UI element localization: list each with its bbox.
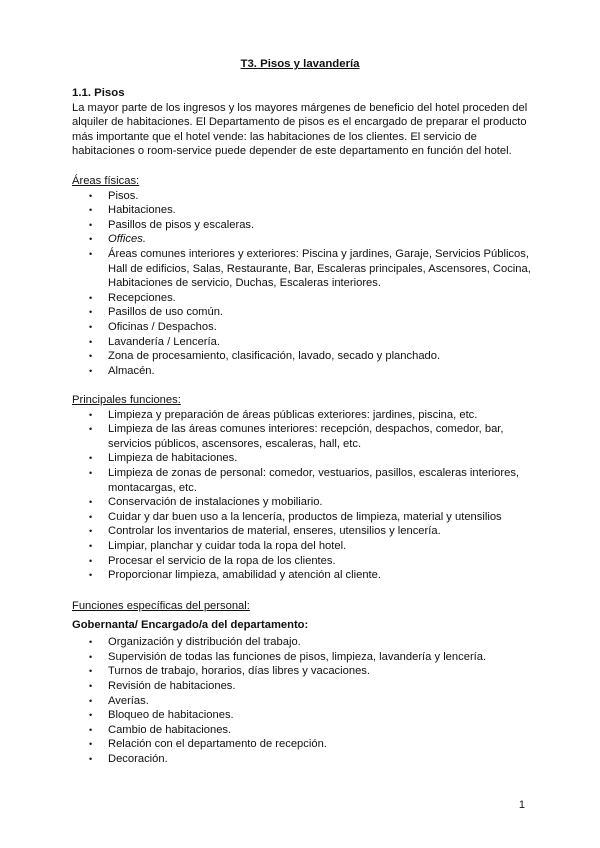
section-pisos	[72, 86, 532, 159]
list-item: • Lavandería / Lencería.	[72, 335, 532, 350]
list-item: • Decoración.	[72, 752, 532, 767]
list-item: • Turnos de trabajo, horarios, días libres y vacaciones.	[72, 664, 532, 679]
list-item: • Pisos.	[72, 189, 532, 204]
list-item: • Áreas comunes interiores y exteriores: Piscina y jardines, Garaje, Servicios Públicos, Hall de edificios, Salas, Restaurante, Bar, Escaleras principales, Ascensores, Cocina, Habitaciones de servicio, Duchas, Escaleras interiores.	[72, 247, 532, 291]
list-item: • Limpiar, planchar y cuidar toda la ropa del hotel.	[72, 539, 532, 554]
list-item: • Limpieza de zonas de personal: comedor, vestuarios, pasillos, escaleras interiores, montacargas, etc.	[72, 466, 532, 495]
areas-list	[72, 189, 532, 379]
section-areas	[72, 174, 532, 378]
list-item: • Proporcionar limpieza, amabilidad y atención al cliente.	[72, 568, 532, 583]
list-item: • Almacén.	[72, 364, 532, 379]
list-item: • Relación con el departamento de recepción.	[72, 737, 532, 752]
list-item: • Zona de procesamiento, clasificación, lavado, secado y planchado.	[72, 349, 532, 364]
list-item: • Oficinas / Despachos.	[72, 320, 532, 335]
list-item: • Cambio de habitaciones.	[72, 723, 532, 738]
list-item: • Pasillos de uso común.	[72, 305, 532, 320]
funciones-heading: Principales funciones:	[72, 394, 181, 406]
list-item: • Recepciones.	[72, 291, 532, 306]
list-item: • Controlar los inventarios de material, enseres, utensilios y lencería.	[72, 524, 532, 539]
document-title: T3. Pisos y lavandería	[240, 58, 360, 70]
list-item: • Organización y distribución del trabajo.	[72, 635, 532, 650]
section-heading-pisos: 1.1. Pisos	[72, 87, 125, 99]
role-heading: Gobernanta/ Encargado/a del departamento:	[72, 618, 309, 631]
areas-heading: Áreas físicas:	[72, 175, 140, 187]
list-item: • Pasillos de pisos y escaleras.	[72, 218, 532, 233]
list-item: • Offices.	[72, 232, 532, 247]
list-item: • Habitaciones.	[72, 203, 532, 218]
especificas-heading: Funciones específicas del personal:	[72, 600, 250, 612]
section-especificas	[72, 599, 532, 767]
intro-paragraph: La mayor parte de los ingresos y los mayores márgenes de beneficio del hotel proceden del alquiler de habitaciones. El Departamento de pisos es el encargado de preparar el producto más importante que el hotel vende: las habitaciones de los clientes. El servicio de habitaciones o room-service puede depender de este departamento en función del hotel.	[72, 101, 528, 158]
list-item: • Supervisión de todas las funciones de pisos, limpieza, lavandería y lencería.	[72, 650, 532, 665]
section-funciones	[72, 393, 532, 583]
list-item: • Averías.	[72, 694, 532, 709]
list-item: • Procesar el servicio de la ropa de los clientes.	[72, 554, 532, 569]
especificas-list	[72, 635, 532, 766]
list-item: • Limpieza de habitaciones.	[72, 451, 532, 466]
list-item: • Limpieza y preparación de áreas públicas exteriores: jardines, piscina, etc.	[72, 408, 532, 423]
list-item: • Revisión de habitaciones.	[72, 679, 532, 694]
list-item: • Cuidar y dar buen uso a la lencería, productos de limpieza, material y utensilios	[72, 510, 532, 525]
list-item: • Limpieza de las áreas comunes interiores: recepción, despachos, comedor, bar, servicios públicos, ascensores, escaleras, hall, etc.	[72, 422, 532, 451]
funciones-list	[72, 408, 532, 583]
page-number: 1	[518, 799, 525, 811]
list-item: • Bloqueo de habitaciones.	[72, 708, 532, 723]
list-item: • Conservación de instalaciones y mobiliario.	[72, 495, 532, 510]
